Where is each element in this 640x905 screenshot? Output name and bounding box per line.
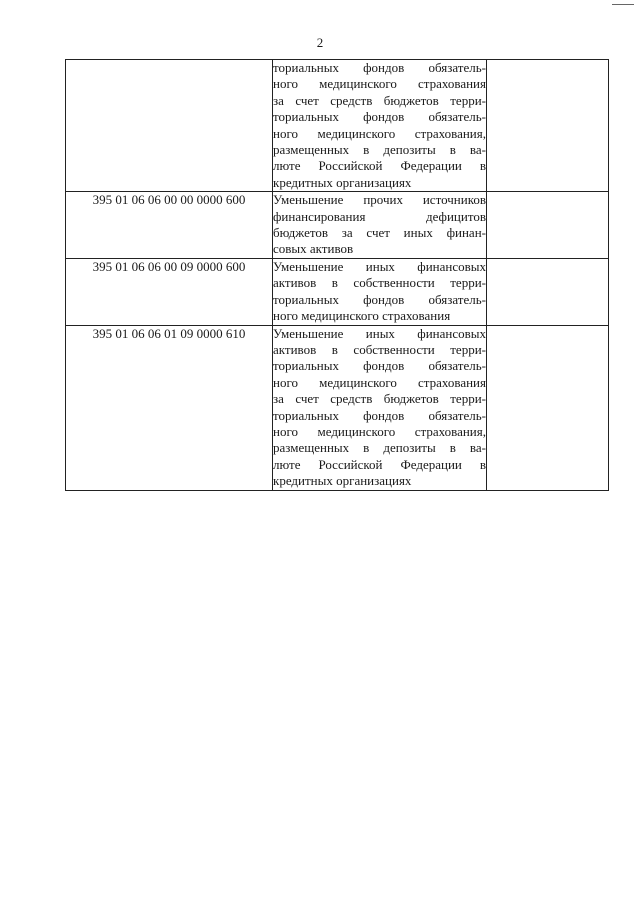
description-line: активов в собственности терри-	[273, 341, 486, 357]
description-line: ного медицинского страхования,	[273, 423, 486, 439]
description-line: совых активов	[273, 241, 354, 257]
description-line: ного медицинского страхования	[273, 374, 486, 390]
description-line: ториальных фондов обязатель-	[273, 358, 486, 374]
table-row	[66, 258, 609, 325]
description-line: ного медицинского страхования,	[273, 125, 486, 141]
description-line: размещенных в депозиты в ва-	[273, 440, 486, 456]
amount-cell	[487, 60, 609, 192]
description-line: ториальных фондов обязатель-	[273, 109, 486, 125]
description-line: ного медицинского страхования	[273, 308, 451, 324]
description-line: кредитных организациях	[273, 473, 412, 489]
description-line: Уменьшение прочих источников	[273, 192, 486, 208]
description-line: ториальных фондов обязатель-	[273, 60, 486, 75]
description-line: кредитных организациях	[273, 174, 412, 190]
budget-code-cell: 395 01 06 06 01 09 0000 610	[66, 325, 273, 490]
scan-corner-mark	[612, 4, 634, 5]
table-row	[66, 60, 609, 192]
description-cell	[273, 60, 487, 192]
budget-code-cell	[66, 60, 273, 192]
description-line: Уменьшение иных финансовых	[273, 258, 486, 274]
description-line: бюджетов за счет иных финан-	[273, 225, 486, 241]
description-cell	[273, 192, 487, 259]
table-row	[66, 325, 609, 490]
table-row	[66, 192, 609, 259]
description-line: за счет средств бюджетов терри-	[273, 92, 486, 108]
description-line: за счет средств бюджетов терри-	[273, 391, 486, 407]
budget-code-cell: 395 01 06 06 00 09 0000 600	[66, 258, 273, 325]
amount-cell	[487, 325, 609, 490]
table-body	[66, 60, 609, 491]
amount-cell	[487, 258, 609, 325]
amount-cell	[487, 192, 609, 259]
budget-code-cell: 395 01 06 06 00 00 0000 600	[66, 192, 273, 259]
description-cell	[273, 325, 487, 490]
description-cell	[273, 258, 487, 325]
description-line: активов в собственности терри-	[273, 275, 486, 291]
description-line: люте Российской Федерации в	[273, 158, 486, 174]
description-line: размещенных в депозиты в ва-	[273, 142, 486, 158]
description-line: Уменьшение иных финансовых	[273, 325, 486, 341]
description-line: финансирования дефицитов	[273, 208, 486, 224]
description-line: ториальных фондов обязатель-	[273, 291, 486, 307]
description-line: ного медицинского страхования	[273, 76, 486, 92]
page-number: 2	[316, 35, 324, 50]
description-line: люте Российской Федерации в	[273, 456, 486, 472]
budget-sources-table	[65, 59, 609, 491]
description-line: ториальных фондов обязатель-	[273, 407, 486, 423]
